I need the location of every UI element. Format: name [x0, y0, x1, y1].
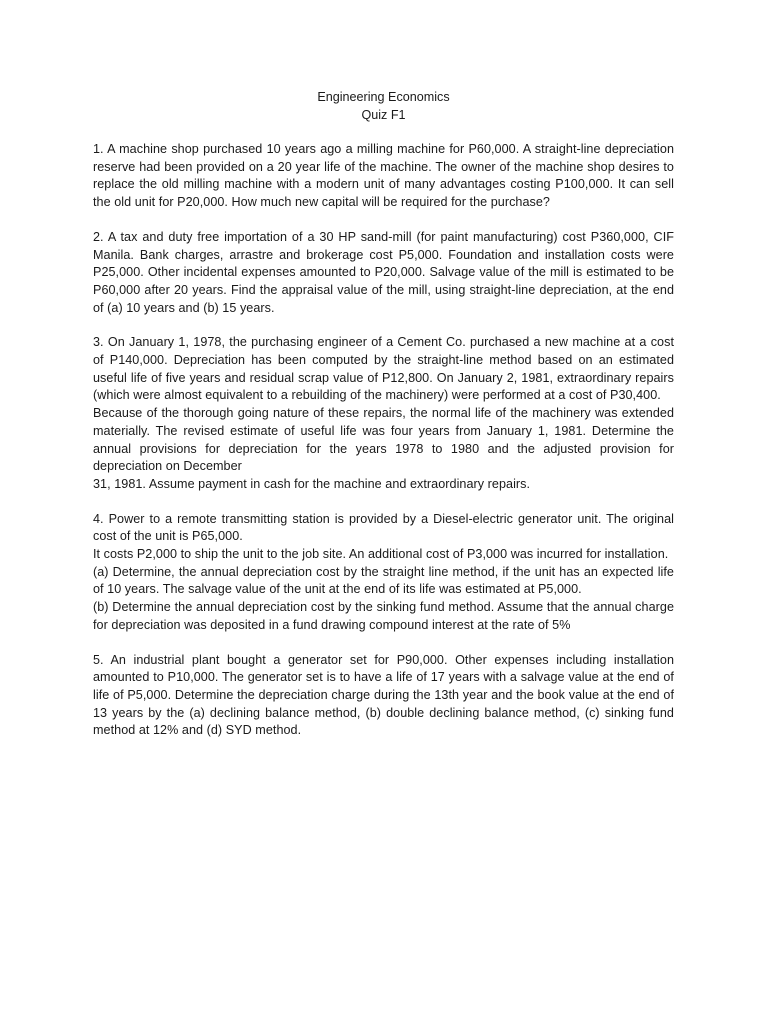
question-3 — [93, 334, 674, 493]
document-content — [93, 88, 674, 757]
question-4 — [93, 511, 674, 635]
question-paragraph: Because of the thorough going nature of these repairs, the normal life of the machinery was extended materially. The revised estimate of useful life was four years from January 1, 1981. Determine the annual provisions for depreciation for the years 1978 to 1980 and the adjusted provision for depreciation on December — [93, 406, 674, 474]
question-2 — [93, 229, 674, 318]
question-paragraph: (a) Determine, the annual depreciation cost by the straight line method, if the unit has an expected life of 10 years. The salvage value of the unit at the end of its life was estimated at P5,000. — [93, 564, 674, 597]
question-paragraph: It costs P2,000 to ship the unit to the job site. An additional cost of P3,000 was incurred for installation. — [93, 547, 669, 562]
question-paragraph: 4. Power to a remote transmitting station is provided by a Diesel-electric generator unit. The original cost of the unit is P65,000. — [93, 511, 674, 544]
question-5 — [93, 652, 674, 741]
question-paragraph: 1. A machine shop purchased 10 years ago a milling machine for P60,000. A straight-line depreciation reserve had been provided on a 20 year life of the machine. The owner of the machine shop desires to replace the old milling machine with a modern unit of many advantages costing P100,000. It can sell the old unit for P20,000. How much new capital will be required for the purchase? — [93, 142, 674, 210]
question-paragraph: 5. An industrial plant bought a generator set for P90,000. Other expenses including installation amounted to P10,000. The generator set is to have a life of 17 years with a salvage value at the end of life of P5,000. Determine the depreciation charge during the 13th year and the book value at the end of 13 years by the (a) declining balance method, (b) double declining balance method, (c) sinking fund method at 12% and (d) SYD method. — [93, 652, 674, 738]
question-paragraph: (b) Determine the annual depreciation cost by the sinking fund method. Assume that the annual charge for depreciation was deposited in a fund drawing compound interest at the rate of 5% — [93, 600, 674, 632]
question-paragraph: 3. On January 1, 1978, the purchasing engineer of a Cement Co. purchased a new machine at a cost of P140,000. Depreciation has been computed by the straight-line method based on an estimated useful life of five years and residual scrap value of P12,800. On January 2, 1981, extraordinary repairs (which were almost equivalent to a rebuilding of the machinery) were performed at a cost of P30,400. — [93, 335, 674, 403]
question-paragraph: 2. A tax and duty free importation of a 30 HP sand-mill (for paint manufacturing) cost P360,000, CIF Manila. Bank charges, arrastre and brokerage cost P5,000. Foundation and installation costs were P25,000. Other incidental expenses amounted to P20,000. Salvage value of the mill is estimated to be P60,000 after 20 years. Find the appraisal value of the mill, using straight-line depreciation, at the end of (a) 10 years and (b) 15 years. — [93, 229, 674, 315]
document-title: Engineering Economics — [317, 90, 450, 104]
question-paragraph: 31, 1981. Assume payment in cash for the machine and extraordinary repairs. — [93, 476, 531, 491]
question-1 — [93, 141, 674, 212]
document-subtitle: Quiz F1 — [361, 108, 406, 122]
